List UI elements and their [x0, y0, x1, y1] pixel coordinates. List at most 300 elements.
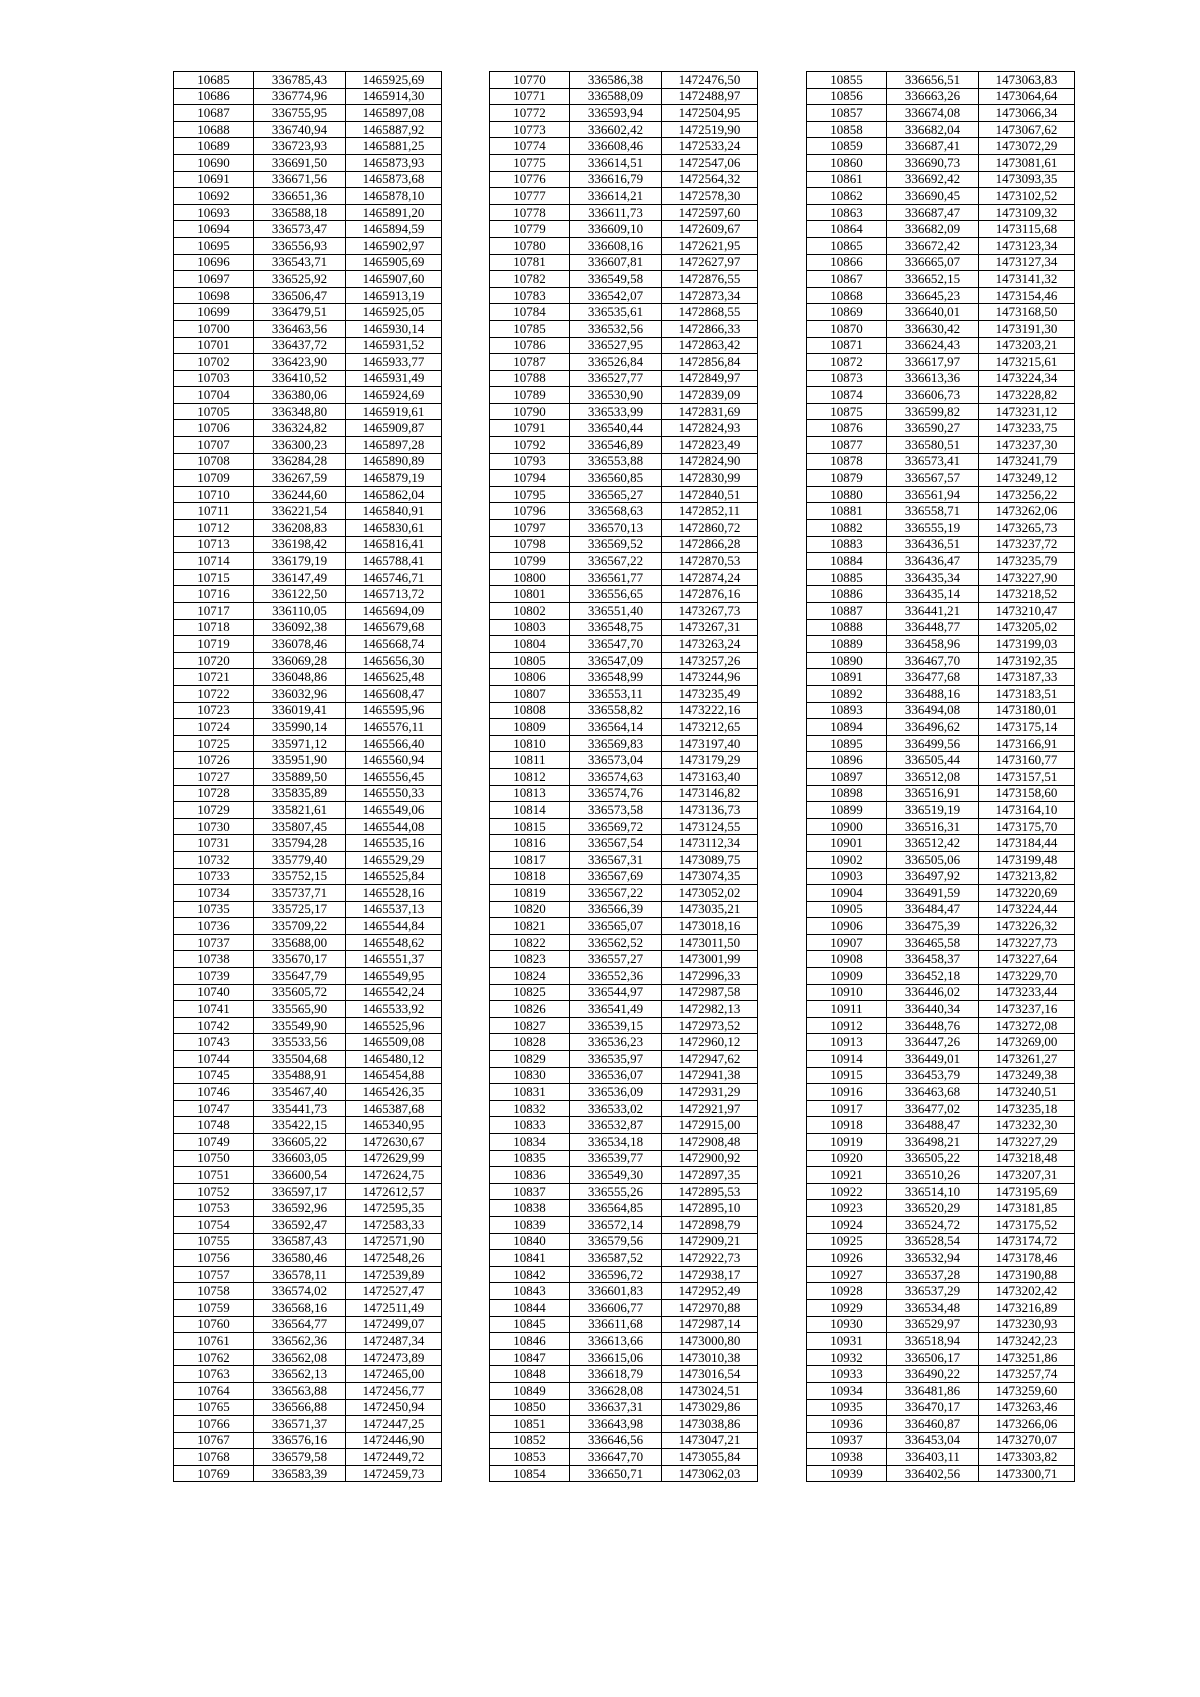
table-row	[174, 984, 442, 1001]
table-row	[490, 1100, 758, 1117]
point-number: 10729	[174, 802, 254, 819]
table-row	[174, 1316, 442, 1333]
table-row	[807, 1299, 1075, 1316]
y-coordinate: 1473115,68	[979, 221, 1075, 238]
x-coordinate: 336569,72	[570, 818, 662, 835]
y-coordinate: 1473199,03	[979, 636, 1075, 653]
table-row	[174, 403, 442, 420]
point-number: 10814	[490, 802, 570, 819]
x-coordinate: 336555,26	[570, 1183, 662, 1200]
y-coordinate: 1473303,82	[979, 1449, 1075, 1466]
x-coordinate: 336069,28	[254, 652, 346, 669]
x-coordinate: 336609,10	[570, 221, 662, 238]
point-number: 10869	[807, 304, 887, 321]
table-row	[174, 470, 442, 487]
y-coordinate: 1473257,74	[979, 1366, 1075, 1383]
x-coordinate: 336441,21	[887, 603, 979, 620]
x-coordinate: 336555,19	[887, 520, 979, 537]
y-coordinate: 1472583,33	[346, 1216, 442, 1233]
x-coordinate: 336672,42	[887, 237, 979, 254]
y-coordinate: 1473242,23	[979, 1333, 1075, 1350]
table-row	[490, 885, 758, 902]
x-coordinate: 336436,47	[887, 553, 979, 570]
table-row	[807, 951, 1075, 968]
y-coordinate: 1473249,12	[979, 470, 1075, 487]
x-coordinate: 336596,72	[570, 1266, 662, 1283]
table-row	[174, 1117, 442, 1134]
x-coordinate: 336537,28	[887, 1266, 979, 1283]
table-row	[807, 1349, 1075, 1366]
y-coordinate: 1465548,62	[346, 934, 442, 951]
table-row	[807, 553, 1075, 570]
x-coordinate: 336562,36	[254, 1333, 346, 1350]
point-number: 10806	[490, 669, 570, 686]
point-number: 10715	[174, 569, 254, 586]
x-coordinate: 336671,56	[254, 171, 346, 188]
x-coordinate: 336690,73	[887, 154, 979, 171]
y-coordinate: 1473035,21	[662, 901, 758, 918]
y-coordinate: 1473270,07	[979, 1432, 1075, 1449]
x-coordinate: 336723,93	[254, 138, 346, 155]
table-row	[490, 503, 758, 520]
table-row	[490, 951, 758, 968]
point-number: 10719	[174, 636, 254, 653]
y-coordinate: 1472447,25	[346, 1416, 442, 1433]
table-row	[807, 685, 1075, 702]
x-coordinate: 336614,51	[570, 154, 662, 171]
table-row	[174, 835, 442, 852]
y-coordinate: 1473011,50	[662, 934, 758, 951]
y-coordinate: 1465556,45	[346, 768, 442, 785]
table-row	[490, 569, 758, 586]
point-number: 10686	[174, 88, 254, 105]
table-row	[807, 1200, 1075, 1217]
point-number: 10868	[807, 287, 887, 304]
point-number: 10770	[490, 72, 570, 89]
y-coordinate: 1465566,40	[346, 735, 442, 752]
table-row	[807, 636, 1075, 653]
y-coordinate: 1473237,30	[979, 437, 1075, 454]
table-row	[807, 188, 1075, 205]
point-number: 10827	[490, 1017, 570, 1034]
table-row	[174, 951, 442, 968]
point-number: 10915	[807, 1067, 887, 1084]
point-number: 10755	[174, 1233, 254, 1250]
x-coordinate: 336179,19	[254, 553, 346, 570]
table-row	[490, 1034, 758, 1051]
x-coordinate: 336656,51	[887, 72, 979, 89]
point-number: 10712	[174, 520, 254, 537]
x-coordinate: 336477,02	[887, 1100, 979, 1117]
x-coordinate: 336652,15	[887, 271, 979, 288]
table-row	[490, 851, 758, 868]
table-row	[490, 1001, 758, 1018]
point-number: 10905	[807, 901, 887, 918]
y-coordinate: 1473267,73	[662, 603, 758, 620]
y-coordinate: 1465549,95	[346, 968, 442, 985]
table-row	[174, 1017, 442, 1034]
point-number: 10932	[807, 1349, 887, 1366]
table-row	[490, 437, 758, 454]
y-coordinate: 1465537,13	[346, 901, 442, 918]
x-coordinate: 336512,42	[887, 835, 979, 852]
point-number: 10757	[174, 1266, 254, 1283]
y-coordinate: 1465528,16	[346, 885, 442, 902]
point-number: 10752	[174, 1183, 254, 1200]
point-number: 10813	[490, 785, 570, 802]
x-coordinate: 336496,62	[887, 719, 979, 736]
point-number: 10853	[490, 1449, 570, 1466]
y-coordinate: 1473233,44	[979, 984, 1075, 1001]
x-coordinate: 336458,37	[887, 951, 979, 968]
point-number: 10914	[807, 1051, 887, 1068]
y-coordinate: 1473256,22	[979, 486, 1075, 503]
x-coordinate: 336481,86	[887, 1382, 979, 1399]
y-coordinate: 1473207,31	[979, 1167, 1075, 1184]
y-coordinate: 1465913,19	[346, 287, 442, 304]
y-coordinate: 1472624,75	[346, 1167, 442, 1184]
x-coordinate: 336435,34	[887, 569, 979, 586]
y-coordinate: 1472876,55	[662, 271, 758, 288]
x-coordinate: 336615,06	[570, 1349, 662, 1366]
x-coordinate: 336147,49	[254, 569, 346, 586]
point-number: 10750	[174, 1150, 254, 1167]
y-coordinate: 1472973,52	[662, 1017, 758, 1034]
table-row	[174, 1100, 442, 1117]
y-coordinate: 1473175,70	[979, 818, 1075, 835]
table-row	[807, 569, 1075, 586]
table-row	[174, 851, 442, 868]
x-coordinate: 336600,54	[254, 1167, 346, 1184]
y-coordinate: 1473157,51	[979, 768, 1075, 785]
table-row	[807, 1067, 1075, 1084]
table-row	[174, 1283, 442, 1300]
point-number: 10743	[174, 1034, 254, 1051]
y-coordinate: 1472824,93	[662, 420, 758, 437]
table-row	[174, 1200, 442, 1217]
x-coordinate: 336506,17	[887, 1349, 979, 1366]
point-number: 10834	[490, 1134, 570, 1151]
table-row	[490, 1117, 758, 1134]
x-coordinate: 336624,43	[887, 337, 979, 354]
y-coordinate: 1465897,28	[346, 437, 442, 454]
x-coordinate: 335565,90	[254, 1001, 346, 1018]
point-number: 10753	[174, 1200, 254, 1217]
table-row	[490, 320, 758, 337]
point-number: 10705	[174, 403, 254, 420]
x-coordinate: 336590,27	[887, 420, 979, 437]
point-number: 10870	[807, 320, 887, 337]
table-row	[174, 1266, 442, 1283]
table-row	[490, 1067, 758, 1084]
y-coordinate: 1472960,12	[662, 1034, 758, 1051]
x-coordinate: 336565,07	[570, 918, 662, 935]
x-coordinate: 336447,26	[887, 1034, 979, 1051]
x-coordinate: 336574,63	[570, 768, 662, 785]
table-row	[490, 603, 758, 620]
x-coordinate: 336536,09	[570, 1084, 662, 1101]
point-number: 10771	[490, 88, 570, 105]
point-number: 10911	[807, 1001, 887, 1018]
x-coordinate: 336539,77	[570, 1150, 662, 1167]
x-coordinate: 336539,15	[570, 1017, 662, 1034]
point-number: 10766	[174, 1416, 254, 1433]
table-row	[807, 1416, 1075, 1433]
y-coordinate: 1473212,65	[662, 719, 758, 736]
y-coordinate: 1472548,26	[346, 1250, 442, 1267]
x-coordinate: 336549,58	[570, 271, 662, 288]
y-coordinate: 1472476,50	[662, 72, 758, 89]
x-coordinate: 335504,68	[254, 1051, 346, 1068]
table-row	[174, 1084, 442, 1101]
y-coordinate: 1465668,74	[346, 636, 442, 653]
table-row	[807, 918, 1075, 935]
x-coordinate: 336440,34	[887, 1001, 979, 1018]
y-coordinate: 1472488,97	[662, 88, 758, 105]
table-row	[174, 802, 442, 819]
x-coordinate: 336614,21	[570, 188, 662, 205]
x-coordinate: 336755,95	[254, 105, 346, 122]
y-coordinate: 1472908,48	[662, 1134, 758, 1151]
x-coordinate: 336608,46	[570, 138, 662, 155]
y-coordinate: 1473227,73	[979, 934, 1075, 951]
point-number: 10685	[174, 72, 254, 89]
y-coordinate: 1472996,33	[662, 968, 758, 985]
point-number: 10927	[807, 1266, 887, 1283]
x-coordinate: 336593,94	[570, 105, 662, 122]
point-number: 10702	[174, 354, 254, 371]
table-row	[490, 1316, 758, 1333]
y-coordinate: 1472866,28	[662, 536, 758, 553]
point-number: 10786	[490, 337, 570, 354]
x-coordinate: 335709,22	[254, 918, 346, 935]
x-coordinate: 336448,77	[887, 619, 979, 636]
point-number: 10718	[174, 619, 254, 636]
x-coordinate: 336567,31	[570, 851, 662, 868]
y-coordinate: 1473213,82	[979, 868, 1075, 885]
x-coordinate: 336645,23	[887, 287, 979, 304]
table-row	[490, 105, 758, 122]
point-number: 10816	[490, 835, 570, 852]
table-row	[807, 1183, 1075, 1200]
x-coordinate: 336663,26	[887, 88, 979, 105]
x-coordinate: 336564,14	[570, 719, 662, 736]
x-coordinate: 336588,09	[570, 88, 662, 105]
x-coordinate: 336587,43	[254, 1233, 346, 1250]
table-row	[174, 188, 442, 205]
point-number: 10693	[174, 204, 254, 221]
y-coordinate: 1465525,84	[346, 868, 442, 885]
x-coordinate: 336616,79	[570, 171, 662, 188]
x-coordinate: 336558,82	[570, 702, 662, 719]
table-row	[174, 785, 442, 802]
x-coordinate: 335549,90	[254, 1017, 346, 1034]
y-coordinate: 1473038,86	[662, 1416, 758, 1433]
x-coordinate: 336092,38	[254, 619, 346, 636]
point-number: 10889	[807, 636, 887, 653]
table-row	[174, 636, 442, 653]
point-number: 10877	[807, 437, 887, 454]
table-row	[807, 802, 1075, 819]
point-number: 10844	[490, 1299, 570, 1316]
point-number: 10725	[174, 735, 254, 752]
table-row	[174, 1382, 442, 1399]
x-coordinate: 336687,41	[887, 138, 979, 155]
x-coordinate: 336579,56	[570, 1233, 662, 1250]
table-row	[490, 1150, 758, 1167]
point-number: 10930	[807, 1316, 887, 1333]
point-number: 10778	[490, 204, 570, 221]
y-coordinate: 1472900,92	[662, 1150, 758, 1167]
point-number: 10896	[807, 752, 887, 769]
point-number: 10793	[490, 453, 570, 470]
point-number: 10727	[174, 768, 254, 785]
y-coordinate: 1465608,47	[346, 685, 442, 702]
y-coordinate: 1465454,88	[346, 1067, 442, 1084]
table-row	[174, 437, 442, 454]
x-coordinate: 336572,14	[570, 1216, 662, 1233]
point-number: 10731	[174, 835, 254, 852]
y-coordinate: 1472450,94	[346, 1399, 442, 1416]
y-coordinate: 1465529,29	[346, 851, 442, 868]
point-number: 10888	[807, 619, 887, 636]
y-coordinate: 1473233,75	[979, 420, 1075, 437]
x-coordinate: 336643,98	[570, 1416, 662, 1433]
x-coordinate: 336437,72	[254, 337, 346, 354]
y-coordinate: 1472931,29	[662, 1084, 758, 1101]
point-number: 10714	[174, 553, 254, 570]
table-row	[174, 221, 442, 238]
table-row	[174, 387, 442, 404]
point-number: 10822	[490, 934, 570, 951]
table-row	[174, 1216, 442, 1233]
point-number: 10850	[490, 1399, 570, 1416]
y-coordinate: 1465830,61	[346, 520, 442, 537]
y-coordinate: 1473205,02	[979, 619, 1075, 636]
table-row	[807, 1283, 1075, 1300]
table-row	[490, 818, 758, 835]
table-row	[174, 818, 442, 835]
table-row	[807, 885, 1075, 902]
point-number: 10901	[807, 835, 887, 852]
x-coordinate: 335835,89	[254, 785, 346, 802]
point-number: 10699	[174, 304, 254, 321]
table-row	[174, 901, 442, 918]
table-row	[174, 553, 442, 570]
x-coordinate: 336603,05	[254, 1150, 346, 1167]
table-row	[490, 1167, 758, 1184]
table-row	[490, 1432, 758, 1449]
y-coordinate: 1472609,67	[662, 221, 758, 238]
table-row	[807, 370, 1075, 387]
point-number: 10912	[807, 1017, 887, 1034]
y-coordinate: 1473262,06	[979, 503, 1075, 520]
table-row	[490, 237, 758, 254]
point-number: 10881	[807, 503, 887, 520]
x-coordinate: 336548,99	[570, 669, 662, 686]
x-coordinate: 336452,18	[887, 968, 979, 985]
point-number: 10698	[174, 287, 254, 304]
point-number: 10855	[807, 72, 887, 89]
y-coordinate: 1472823,49	[662, 437, 758, 454]
table-row	[174, 586, 442, 603]
point-number: 10867	[807, 271, 887, 288]
table-row	[807, 221, 1075, 238]
point-number: 10744	[174, 1051, 254, 1068]
table-row	[490, 271, 758, 288]
x-coordinate: 336558,71	[887, 503, 979, 520]
y-coordinate: 1465426,35	[346, 1084, 442, 1101]
point-number: 10732	[174, 851, 254, 868]
table-row	[807, 1366, 1075, 1383]
table-row	[807, 735, 1075, 752]
point-number: 10882	[807, 520, 887, 537]
x-coordinate: 335971,12	[254, 735, 346, 752]
table-row	[490, 486, 758, 503]
point-number: 10802	[490, 603, 570, 620]
point-number: 10874	[807, 387, 887, 404]
point-number: 10695	[174, 237, 254, 254]
x-coordinate: 336544,97	[570, 984, 662, 1001]
y-coordinate: 1473154,46	[979, 287, 1075, 304]
y-coordinate: 1472595,35	[346, 1200, 442, 1217]
point-number: 10913	[807, 1034, 887, 1051]
table-row	[174, 254, 442, 271]
table-row	[490, 918, 758, 935]
x-coordinate: 336650,71	[570, 1465, 662, 1482]
table-row	[490, 868, 758, 885]
x-coordinate: 336605,22	[254, 1134, 346, 1151]
table-row	[490, 354, 758, 371]
x-coordinate: 335488,91	[254, 1067, 346, 1084]
x-coordinate: 336505,06	[887, 851, 979, 868]
x-coordinate: 336573,04	[570, 752, 662, 769]
coordinate-table-column-2	[489, 71, 758, 1482]
x-coordinate: 336510,26	[887, 1167, 979, 1184]
table-row	[174, 685, 442, 702]
table-row	[490, 88, 758, 105]
point-number: 10747	[174, 1100, 254, 1117]
y-coordinate: 1473141,32	[979, 271, 1075, 288]
x-coordinate: 336490,22	[887, 1366, 979, 1383]
y-coordinate: 1473220,69	[979, 885, 1075, 902]
y-coordinate: 1473269,00	[979, 1034, 1075, 1051]
table-row	[174, 72, 442, 89]
point-number: 10864	[807, 221, 887, 238]
x-coordinate: 336665,07	[887, 254, 979, 271]
coordinate-table-column-3	[806, 71, 1075, 1482]
y-coordinate: 1473195,69	[979, 1183, 1075, 1200]
point-number: 10697	[174, 271, 254, 288]
x-coordinate: 336564,85	[570, 1200, 662, 1217]
x-coordinate: 336567,22	[570, 885, 662, 902]
y-coordinate: 1465533,92	[346, 1001, 442, 1018]
y-coordinate: 1472511,49	[346, 1299, 442, 1316]
x-coordinate: 336566,88	[254, 1399, 346, 1416]
table-row	[490, 1399, 758, 1416]
y-coordinate: 1465816,41	[346, 536, 442, 553]
point-number: 10710	[174, 486, 254, 503]
point-number: 10738	[174, 951, 254, 968]
table-row	[174, 105, 442, 122]
point-number: 10920	[807, 1150, 887, 1167]
table-row	[807, 1167, 1075, 1184]
x-coordinate: 336506,47	[254, 287, 346, 304]
point-number: 10826	[490, 1001, 570, 1018]
point-number: 10823	[490, 951, 570, 968]
table-row	[174, 237, 442, 254]
x-coordinate: 336562,08	[254, 1349, 346, 1366]
